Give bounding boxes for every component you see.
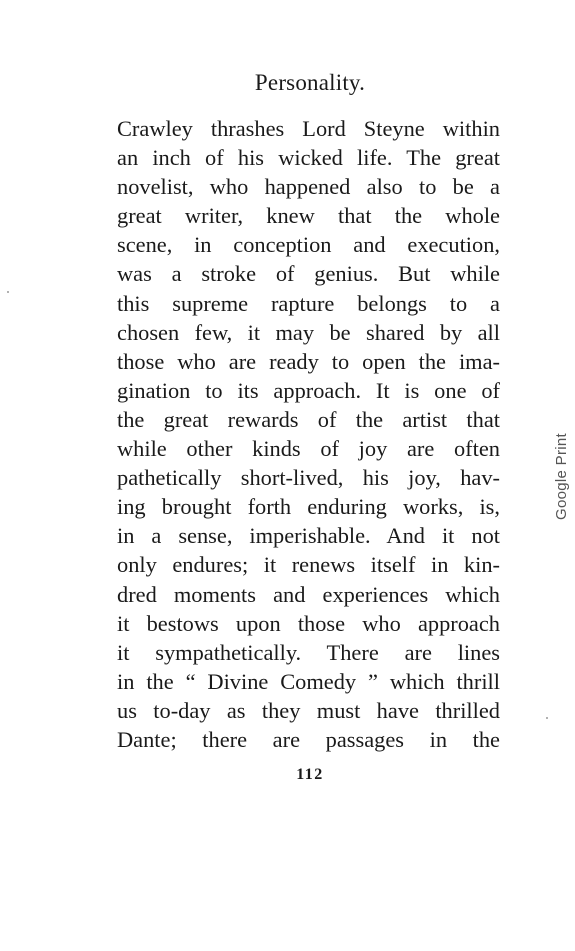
text-line: only endures; it renews itself in kin- [117,552,500,578]
text-line: ing brought forth enduring works, is, [117,494,500,520]
text-line: gination to its approach. It is one of [117,377,500,403]
text-line: in a sense, imperishable. And it not [117,523,500,549]
text-line: it sympathetically. There are lines [117,639,500,665]
text-line: those who are ready to open the ima- [117,348,500,374]
text-line: Dante; there are passages in the [117,726,500,752]
text-line: chosen few, it may be shared by all [117,319,500,345]
scan-speck [546,717,548,719]
text-line: us to-day as they must have thrilled [117,697,500,723]
text-line: while other kinds of joy are often [117,436,500,462]
text-line: it bestows upon those who approach [117,610,500,636]
text-line: novelist, who happened also to be a [117,174,500,200]
text-line: dred moments and experiences which [117,581,500,607]
text-line: great writer, knew that the whole [117,203,500,229]
text-line: was a stroke of genius. But while [117,261,500,287]
text-line: in the “ Divine Comedy ” which thrill [117,668,500,694]
text-line: Crawley thrashes Lord Steyne within [117,116,500,141]
body-text [117,114,500,754]
google-print-watermark: Google Print [553,433,570,520]
text-line: this supreme rapture belongs to a [117,290,500,316]
text-line: the great rewards of the artist that [117,406,500,432]
text-line: scene, in conception and execution, [117,232,500,258]
page-number: 112 [296,766,324,783]
scan-speck [7,291,9,293]
text-line: pathetically short-lived, his joy, hav- [117,465,500,491]
text-line: an inch of his wicked life. The great [117,145,500,171]
running-title: Personality. [254,70,366,95]
